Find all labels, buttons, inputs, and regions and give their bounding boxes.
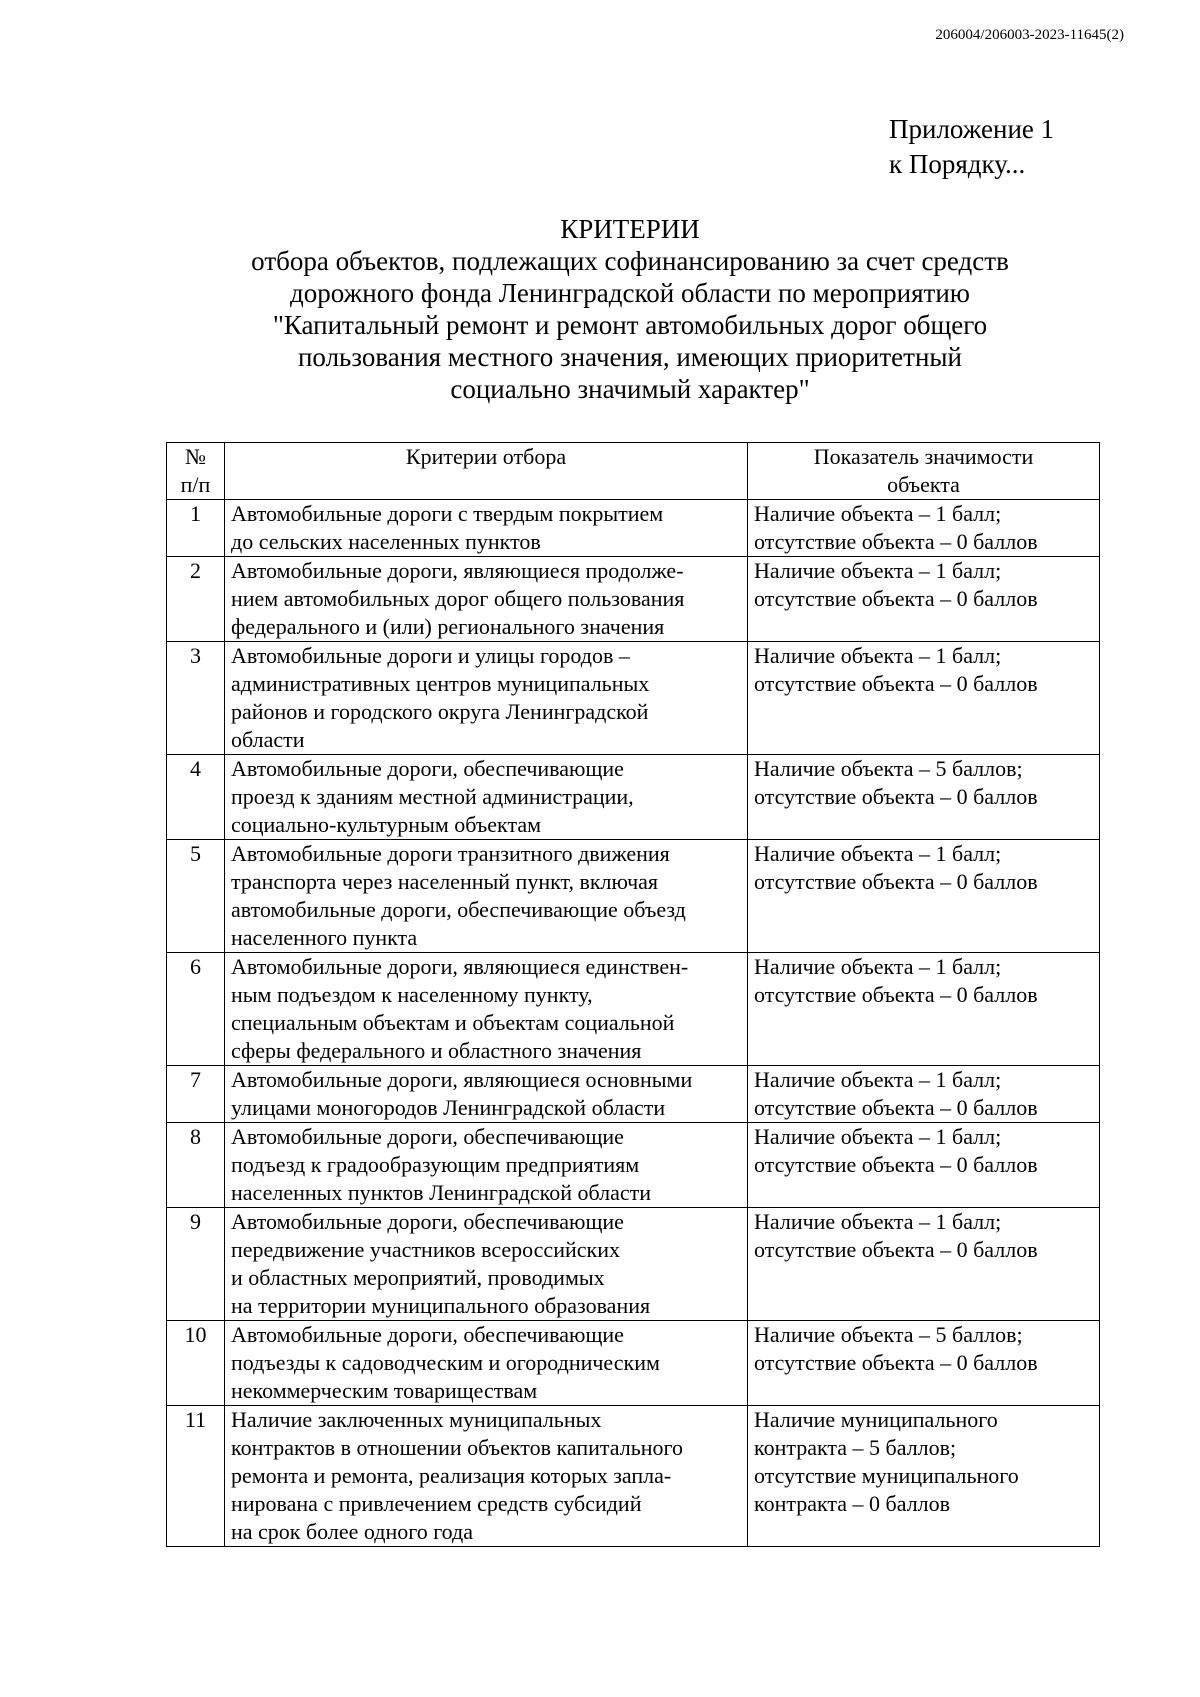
criteria-line: области [231, 727, 305, 752]
appendix-line-1: Приложение 1 [889, 114, 1055, 144]
table-row [167, 1406, 1100, 1547]
criteria-line: сферы федерального и областного значения [231, 1038, 642, 1063]
criteria-line: специальным объектам и объектам социальной [231, 1010, 675, 1035]
criteria-cell [225, 1066, 748, 1123]
criteria-line: Автомобильные дороги, обеспечивающие [231, 1209, 624, 1234]
criteria-cell [225, 953, 748, 1066]
row-number: 8 [167, 1123, 225, 1208]
heading-line: социально значимый характер" [450, 374, 810, 404]
criteria-line: Автомобильные дороги, являющиеся продолже- [231, 558, 684, 583]
criteria-line: некоммерческим товариществам [231, 1378, 538, 1403]
indicator-line: отсутствие объекта – 0 баллов [754, 671, 1038, 696]
indicator-line: отсутствие объекта – 0 баллов [754, 1152, 1038, 1177]
indicator-line: Наличие объекта – 1 балл; [754, 841, 1002, 866]
indicator-line: отсутствие муниципального [754, 1463, 1019, 1488]
table-row [167, 642, 1100, 755]
criteria-line: до сельских населенных пунктов [231, 529, 541, 554]
table-row [167, 1123, 1100, 1208]
criteria-table-body [167, 500, 1100, 1547]
header-text: № [185, 444, 206, 469]
criteria-line: Автомобильные дороги, являющиеся основными [231, 1067, 693, 1092]
header-text: п/п [180, 472, 211, 497]
criteria-line: Автомобильные дороги, обеспечивающие [231, 756, 624, 781]
header-text: Показатель значимости [813, 444, 1034, 469]
criteria-line: федерального и (или) регионального значения [231, 614, 665, 639]
criteria-line: населенного пункта [231, 925, 418, 950]
criteria-cell [225, 500, 748, 557]
indicator-cell [748, 755, 1100, 840]
indicator-line: отсутствие объекта – 0 баллов [754, 1237, 1038, 1262]
row-number: 9 [167, 1208, 225, 1321]
table-row [167, 500, 1100, 557]
criteria-line: социально-культурным объектам [231, 812, 542, 837]
criteria-line: подъезд к градообразующим предприятиям [231, 1152, 640, 1177]
heading-line: дорожного фонда Ленинградской области по мероприятию [290, 278, 970, 308]
table-row [167, 1208, 1100, 1321]
indicator-line: контракта – 0 баллов [754, 1491, 951, 1516]
criteria-line: Автомобильные дороги, обеспечивающие [231, 1322, 624, 1347]
appendix-line-2: к Порядку... [889, 149, 1026, 179]
criteria-cell [225, 1321, 748, 1406]
criteria-cell [225, 557, 748, 642]
criteria-cell [225, 642, 748, 755]
indicator-cell [748, 1066, 1100, 1123]
table-row [167, 1066, 1100, 1123]
heading-title: КРИТЕРИИ [560, 214, 700, 244]
indicator-cell [748, 1321, 1100, 1406]
criteria-line: районов и городского округа Ленинградской [231, 699, 649, 724]
table-row [167, 953, 1100, 1066]
row-number: 7 [167, 1066, 225, 1123]
indicator-line: контракта – 5 баллов; [754, 1435, 957, 1460]
indicator-line: Наличие объекта – 5 баллов; [754, 756, 1023, 781]
criteria-line: Автомобильные дороги, обеспечивающие [231, 1124, 624, 1149]
indicator-line: Наличие объекта – 1 балл; [754, 643, 1002, 668]
criteria-line: улицами моногородов Ленинградской области [231, 1095, 666, 1120]
row-number: 5 [167, 840, 225, 953]
indicator-cell [748, 500, 1100, 557]
row-number: 4 [167, 755, 225, 840]
indicator-line: Наличие объекта – 1 балл; [754, 1209, 1002, 1234]
indicator-line: отсутствие объекта – 0 баллов [754, 1095, 1038, 1120]
indicator-cell [748, 642, 1100, 755]
indicator-line: Наличие объекта – 1 балл; [754, 558, 1002, 583]
row-number: 11 [167, 1406, 225, 1547]
indicator-cell [748, 840, 1100, 953]
document-heading [150, 213, 1110, 405]
header-num [167, 443, 225, 500]
criteria-line: нирована с привлечением средств субсидий [231, 1491, 642, 1516]
row-number: 3 [167, 642, 225, 755]
criteria-line: ремонта и ремонта, реализация которых запла- [231, 1463, 672, 1488]
criteria-line: нием автомобильных дорог общего пользования [231, 586, 685, 611]
table-row [167, 557, 1100, 642]
header-criteria [225, 443, 748, 500]
row-number: 1 [167, 500, 225, 557]
criteria-line: и областных мероприятий, проводимых [231, 1265, 605, 1290]
heading-line: отбора объектов, подлежащих софинансированию за счет средств [251, 246, 1009, 276]
indicator-line: отсутствие объекта – 0 баллов [754, 869, 1038, 894]
table-row [167, 1321, 1100, 1406]
indicator-line: Наличие объекта – 1 балл; [754, 501, 1002, 526]
criteria-line: автомобильные дороги, обеспечивающие объезд [231, 897, 686, 922]
criteria-line: Автомобильные дороги с твердым покрытием [231, 501, 664, 526]
criteria-line: проезд к зданиям местной администрации, [231, 784, 634, 809]
indicator-line: отсутствие объекта – 0 баллов [754, 529, 1038, 554]
criteria-line: передвижение участников всероссийских [231, 1237, 620, 1262]
criteria-line: транспорта через населенный пункт, включая [231, 869, 659, 894]
criteria-cell [225, 1406, 748, 1547]
criteria-line: ным подъездом к населенному пункту, [231, 982, 593, 1007]
indicator-cell [748, 1406, 1100, 1547]
criteria-line: Автомобильные дороги и улицы городов – [231, 643, 630, 668]
criteria-line: подъезды к садоводческим и огородническим [231, 1350, 660, 1375]
indicator-line: отсутствие объекта – 0 баллов [754, 982, 1038, 1007]
header-indicator [748, 443, 1100, 500]
appendix-reference [889, 112, 1054, 182]
criteria-cell [225, 840, 748, 953]
indicator-line: Наличие объекта – 1 балл; [754, 1124, 1002, 1149]
document-id: 206004/206003-2023-11645(2) [935, 27, 1124, 43]
indicator-line: отсутствие объекта – 0 баллов [754, 784, 1038, 809]
criteria-line: населенных пунктов Ленинградской области [231, 1180, 652, 1205]
criteria-line: Автомобильные дороги транзитного движения [231, 841, 670, 866]
indicator-cell [748, 557, 1100, 642]
table-row [167, 755, 1100, 840]
indicator-line: Наличие объекта – 1 балл; [754, 1067, 1002, 1092]
row-number: 10 [167, 1321, 225, 1406]
row-number: 6 [167, 953, 225, 1066]
indicator-line: Наличие объекта – 5 баллов; [754, 1322, 1023, 1347]
criteria-line: на территории муниципального образования [231, 1293, 651, 1318]
criteria-cell [225, 755, 748, 840]
indicator-cell [748, 953, 1100, 1066]
criteria-cell [225, 1208, 748, 1321]
criteria-line: Наличие заключенных муниципальных [231, 1407, 602, 1432]
criteria-cell [225, 1123, 748, 1208]
heading-line: "Капитальный ремонт и ремонт автомобильных дорог общего [272, 310, 988, 340]
table-row [167, 840, 1100, 953]
indicator-cell [748, 1208, 1100, 1321]
indicator-line: отсутствие объекта – 0 баллов [754, 586, 1038, 611]
criteria-line: контрактов в отношении объектов капитального [231, 1435, 683, 1460]
criteria-line: Автомобильные дороги, являющиеся единствен- [231, 954, 689, 979]
row-number: 2 [167, 557, 225, 642]
criteria-line: на срок более одного года [231, 1519, 474, 1544]
table-header-row [167, 443, 1100, 500]
indicator-line: отсутствие объекта – 0 баллов [754, 1350, 1038, 1375]
criteria-table [166, 442, 1100, 1547]
indicator-line: Наличие муниципального [754, 1407, 998, 1432]
header-text: объекта [887, 472, 960, 497]
indicator-line: Наличие объекта – 1 балл; [754, 954, 1002, 979]
heading-line: пользования местного значения, имеющих приоритетный [297, 342, 962, 372]
header-text: Критерии отбора [405, 444, 567, 469]
criteria-line: административных центров муниципальных [231, 671, 650, 696]
indicator-cell [748, 1123, 1100, 1208]
